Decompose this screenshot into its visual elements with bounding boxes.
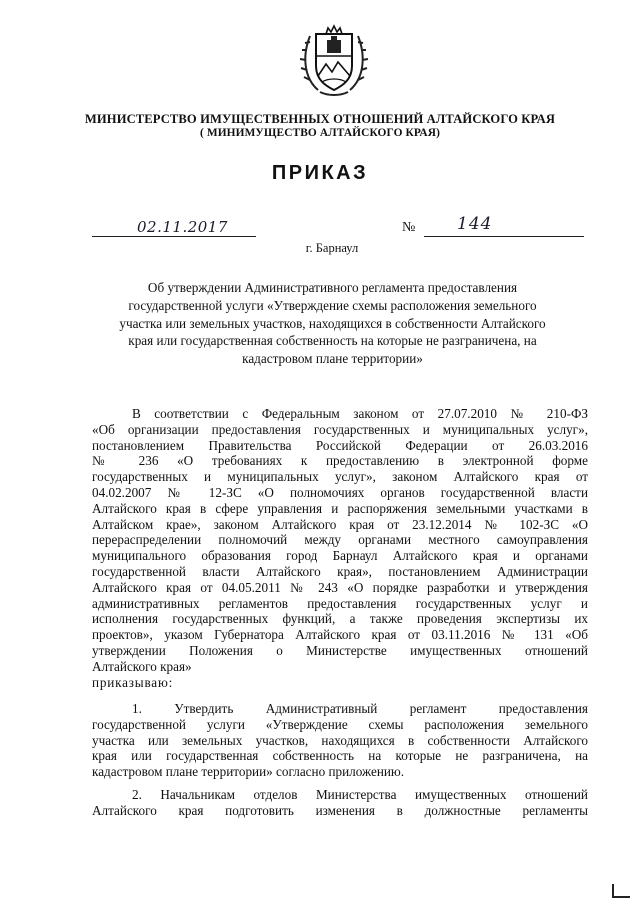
preamble-line: муниципального образования город Барнаул Алтайского края и органами bbox=[92, 548, 588, 564]
number-handwritten: 144 bbox=[457, 214, 493, 234]
preamble-line: утверждении Положения о Министерстве имущественных отношений bbox=[92, 642, 588, 658]
preamble-line: Алтайском крае», законом Алтайского края от 23.12.2014 № 102-ЗС «О bbox=[92, 516, 588, 532]
order-word: приказываю: bbox=[92, 674, 174, 690]
number-label: № bbox=[402, 220, 416, 235]
preamble-line: Алтайского края в сфере управления и распоряжения земельными участками в bbox=[92, 500, 588, 516]
preamble-line: проектов», указом Губернатора Алтайского края от 03.11.2016 № 131 «Об bbox=[92, 627, 588, 643]
preamble-line: В соответствии с Федеральным законом от 27.07.2010 № 210-ФЗ bbox=[132, 406, 588, 421]
item-1-line: участка или земельных участков, находящихся в собственности Алтайского bbox=[92, 732, 588, 748]
preamble-line: «Об организации предоставления государственных и муниципальных услуг», bbox=[92, 421, 588, 437]
preamble-line: государственной власти Алтайского края», постановлением Администрации bbox=[92, 563, 588, 579]
item-1-line: кадастровом плане территории» согласно приложению. bbox=[92, 764, 405, 780]
page-corner-mark bbox=[612, 884, 630, 898]
subject-line: кадастровом плане территории» bbox=[242, 351, 423, 367]
preamble-line: 04.02.2007 № 12-ЗС «О полномочиях органов государственной власти bbox=[92, 484, 588, 500]
number-underline bbox=[424, 236, 584, 237]
order-subject bbox=[100, 279, 565, 368]
subject-line: края или государственная собственность на которые не разграничена, на bbox=[128, 333, 537, 349]
preamble-line: постановлением Правительства Российской Федерации от 26.03.2016 bbox=[92, 437, 588, 453]
ministry-name: МИНИСТЕРСТВО ИМУЩЕСТВЕННЫХ ОТНОШЕНИЙ АЛТАЙСКОГО КРАЯ bbox=[84, 112, 556, 126]
preamble-line: перераспределении полномочий между органами местного самоуправления bbox=[92, 532, 588, 548]
date-underline bbox=[92, 236, 256, 237]
subject-line: участка или земельных участков, находящихся в собственности Алтайского bbox=[119, 315, 546, 331]
preamble-line: Алтайского края от 04.05.2011 № 243 «О порядке разработки и утверждения bbox=[92, 579, 588, 595]
item-1-paragraph bbox=[92, 701, 588, 780]
item-1-line: 1. Утвердить Административный регламент предоставления bbox=[132, 701, 588, 716]
item-2-line: Алтайского края подготовить изменения в должностные регламенты bbox=[92, 802, 588, 818]
document-title: ПРИКАЗ bbox=[271, 162, 369, 184]
preamble-paragraph bbox=[92, 406, 588, 690]
preamble-line: государственных и муниципальных услуг», законом Алтайского края от bbox=[92, 469, 588, 485]
item-1-line: государственной услуги «Утверждение схемы расположения земельного bbox=[92, 716, 588, 732]
preamble-line: Алтайского края» bbox=[92, 658, 192, 674]
date-handwritten: 02.11.2017 bbox=[137, 218, 228, 236]
preamble-line: исполнения государственных функций, а также проведения экспертизы их bbox=[92, 611, 588, 627]
item-1-line: края или государственная собственность на которые не разграничена, на bbox=[92, 748, 588, 764]
preamble-line: административных регламентов предоставления государственных услуг и bbox=[92, 595, 588, 611]
city-label: г. Барнаул bbox=[305, 241, 359, 255]
preamble-line: № 236 «О требованиях к предоставлению в электронной форме bbox=[92, 453, 588, 469]
ministry-short-name: ( МИНИМУЩЕСТВО АЛТАЙСКОГО КРАЯ) bbox=[200, 127, 440, 139]
altai-krai-emblem-icon bbox=[298, 20, 370, 98]
subject-line: государственной услуги «Утверждение схемы расположения земельного bbox=[128, 297, 537, 313]
item-2-paragraph bbox=[92, 787, 588, 819]
item-2-line: 2. Начальникам отделов Министерства имущественных отношений bbox=[132, 787, 588, 802]
subject-line: Об утверждении Административного регламента предоставления bbox=[147, 280, 518, 295]
